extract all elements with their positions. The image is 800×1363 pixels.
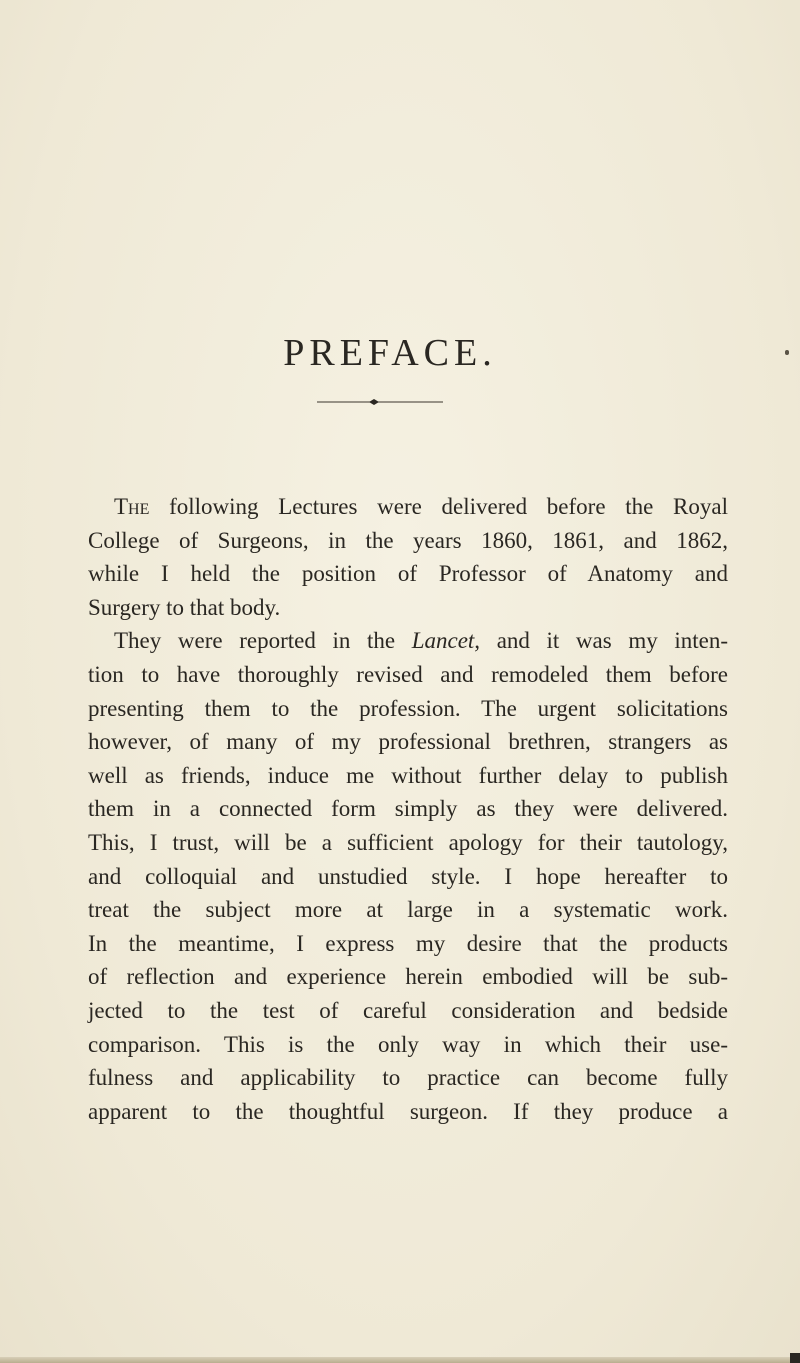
- paragraph-2: [88, 624, 728, 1128]
- rule-with-diamond-icon: [317, 395, 443, 409]
- text-line: of reflection and experience herein embodied will be sub-: [88, 964, 728, 990]
- text-line: treat the subject more at large in a systematic work.: [88, 897, 728, 923]
- text-line: presenting them to the profession. The urgent solicitations: [88, 695, 728, 721]
- text-line: College of Surgeons, in the years 1860, 1861, and 1862,: [88, 527, 728, 553]
- text-line: and colloquial and unstudied style. I hope hereafter to: [88, 863, 728, 889]
- ink-speck: [785, 350, 789, 355]
- text-line: In the meantime, I express my desire that the products: [88, 930, 728, 956]
- text-line: comparison. This is the only way in which their use-: [88, 1031, 728, 1057]
- text-line: jected to the test of careful consideration and bedside: [88, 997, 728, 1023]
- paragraph-1: [88, 490, 728, 624]
- page-title: PREFACE.: [283, 332, 497, 374]
- lead-word: The: [114, 494, 150, 519]
- text-line: well as friends, induce me without further delay to publish: [88, 762, 728, 788]
- text-line: while I held the position of Professor of Anatomy and: [88, 561, 728, 587]
- text-line: Surgery to that body.: [88, 594, 281, 620]
- page-bottom-edge: [0, 1357, 800, 1363]
- text-line: This, I trust, will be a sufficient apology for their tautology,: [88, 829, 728, 855]
- text-line: They were reported in the Lancet, and it was my inten-: [114, 628, 728, 654]
- text-line: apparent to the thoughtful surgeon. If they produce a: [88, 1098, 728, 1124]
- preface-body: [88, 490, 728, 1128]
- text-line: however, of many of my professional brethren, strangers as: [88, 729, 728, 755]
- text-line: fulness and applicability to practice can become fully: [88, 1065, 728, 1091]
- corner-mark: [790, 1353, 800, 1363]
- text-line: tion to have thoroughly revised and remodeled them before: [88, 661, 728, 687]
- text-line: them in a connected form simply as they were delivered.: [88, 796, 728, 822]
- italic-title: Lancet,: [411, 628, 481, 654]
- text-line: The following Lectures were delivered before the Royal: [114, 494, 728, 519]
